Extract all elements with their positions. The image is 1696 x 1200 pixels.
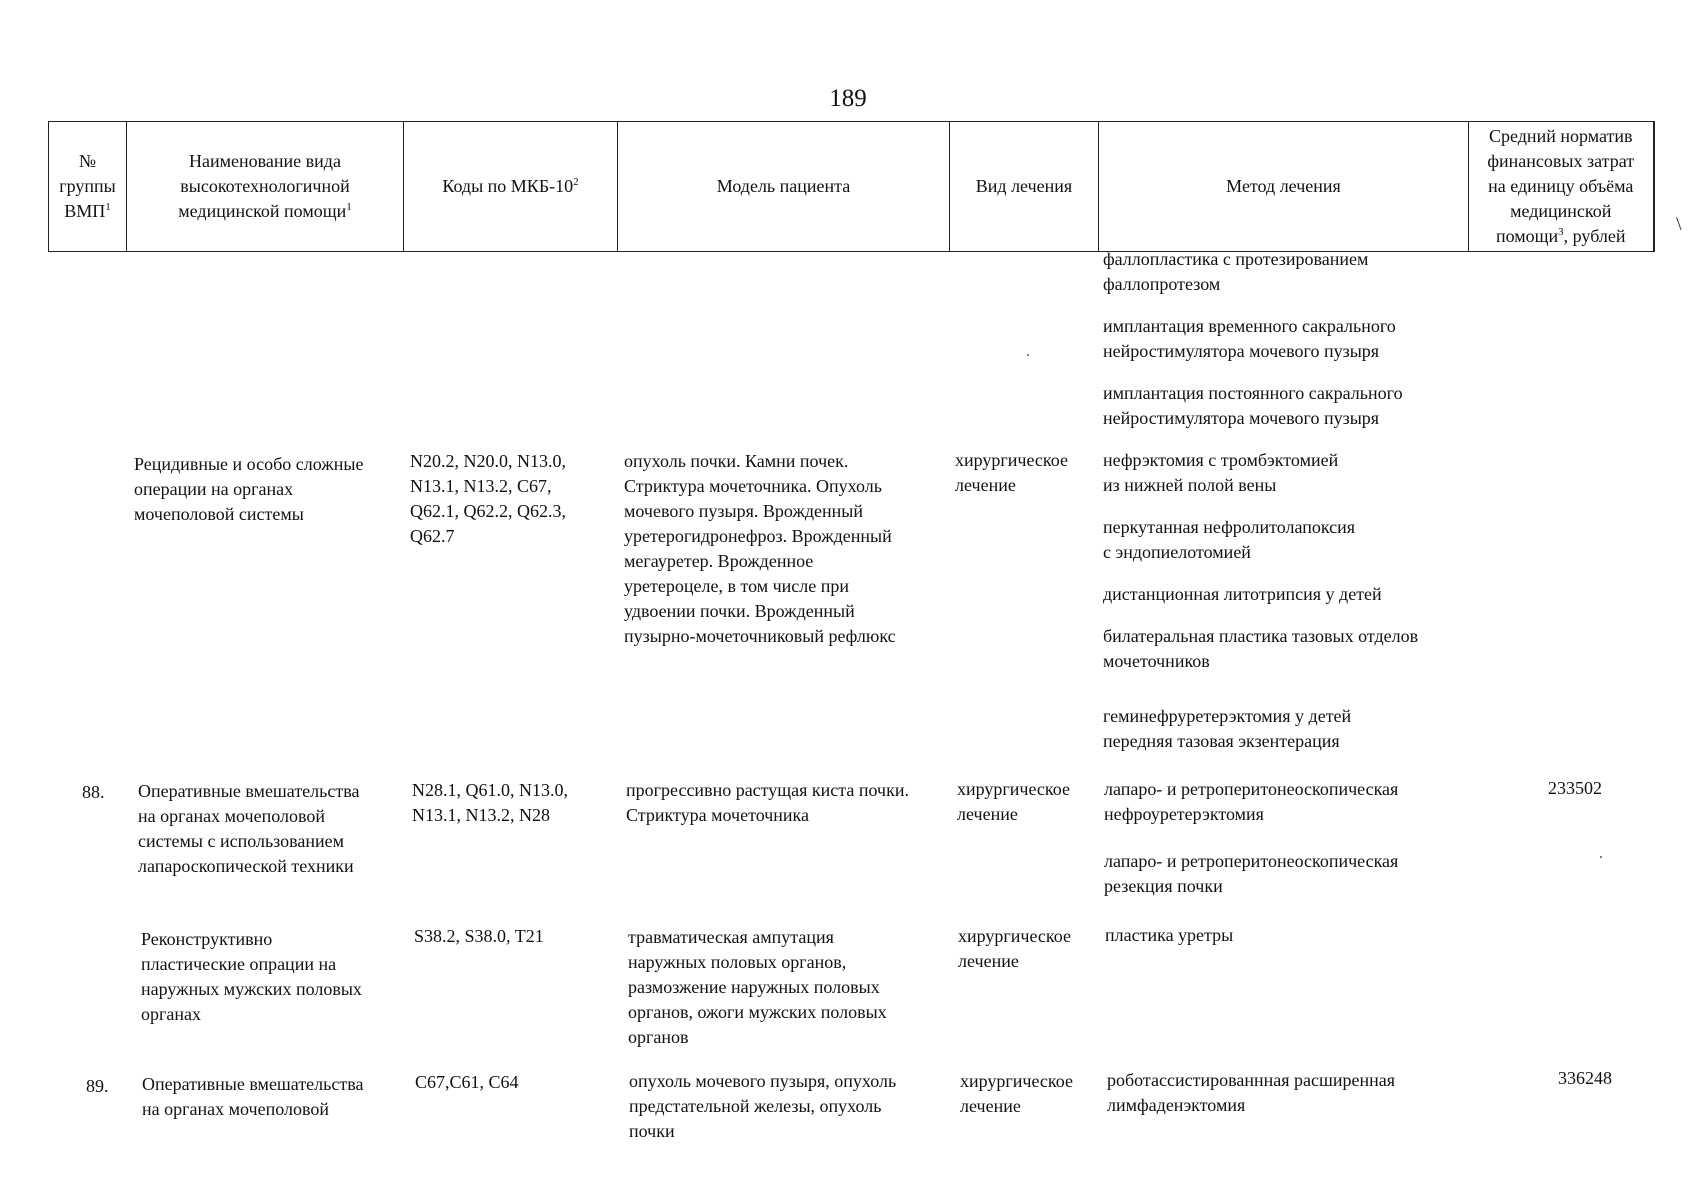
method-item: перкутанная нефролитолапоксия с эндопиелотомией — [1103, 517, 1356, 562]
edge-mark: \ — [1676, 213, 1682, 235]
treatment-type: хирургическое лечение — [957, 779, 1070, 824]
care-type-name: Реконструктивно пластические опрации на наружных мужских половых органах — [141, 929, 362, 1024]
method-item: нефрэктомия с тромбэктомией из нижней полой вены — [1103, 450, 1339, 495]
header-icd-codes: Коды по МКБ-$10^2$ — [404, 122, 618, 252]
treatment-methods — [1105, 923, 1485, 948]
header-group-number: № группы ВМП$^1$ — [49, 122, 127, 252]
method-item: пластика уретры — [1105, 925, 1234, 945]
icd-codes: C67,C61, C64 — [415, 1072, 519, 1092]
treatment-methods — [1103, 448, 1483, 754]
care-type-name: Оперативные вмешательства на органах мочеполовой — [142, 1074, 364, 1119]
icd-codes: S38.2, S38.0, T21 — [414, 926, 544, 946]
header-average-cost: Средний норматив финансовых затрат на единицу объёма медицинской помощи$^3$, рублей — [1469, 122, 1654, 252]
treatment-type: хирургическое лечение — [960, 1071, 1073, 1116]
method-item: имплантация постоянного сакрального нейростимулятора мочевого пузыря — [1103, 383, 1403, 428]
method-item: лапаро- и ретроперитонеоскопическая нефроуретерэктомия — [1104, 779, 1399, 824]
scan-speck — [1027, 354, 1029, 356]
average-cost: 233502 — [1548, 778, 1602, 798]
care-type-name: Рецидивные и особо сложные операции на органах мочеполовой системы — [134, 454, 364, 524]
icd-codes: N28.1, Q61.0, N13.0, N13.1, N13.2, N28 — [412, 780, 568, 825]
header-treatment-method: Метод лечения — [1099, 122, 1469, 252]
method-item: лапаро- и ретроперитонеоскопическая резекция почки — [1104, 851, 1399, 896]
average-cost: 336248 — [1558, 1068, 1612, 1088]
patient-model: прогрессивно растущая киста почки. Стриктура мочеточника — [626, 780, 909, 825]
method-item: имплантация временного сакрального нейростимулятора мочевого пузыря — [1103, 316, 1396, 361]
group-number: 89. — [86, 1076, 109, 1096]
method-item: дистанционная литотрипсия у детей — [1103, 584, 1382, 604]
header-care-type: Наименование вида высокотехнологичной медицинской помощи$^1$ — [127, 122, 404, 252]
patient-model: опухоль почки. Камни почек. Стриктура мочеточника. Опухоль мочевого пузыря. Врожденный уретерогидронефроз. Врожденный мегауретер. Врожденное уретероцеле, в том числе при удвоении почки. Врожденный пузырно-мочеточниковый рефлюкс — [624, 451, 896, 646]
table-header — [48, 121, 1655, 252]
scan-speck — [1600, 856, 1602, 858]
treatment-type: хирургическое лечение — [958, 926, 1071, 971]
patient-model: опухоль мочевого пузыря, опухоль предстательной железы, опухоль почки — [629, 1071, 897, 1141]
icd-codes: N20.2, N20.0, N13.0, N13.1, N13.2, C67, Q62.1, Q62.2, Q62.3, Q62.7 — [410, 451, 566, 546]
patient-model: травматическая ампутация наружных половых органов, размозжение наружных половых органов, ожоги мужских половых органов — [628, 927, 887, 1047]
treatment-type: хирургическое лечение — [955, 450, 1068, 495]
treatment-methods — [1107, 1068, 1487, 1118]
method-item: роботассистированнная расширенная лимфаденэктомия — [1107, 1070, 1396, 1115]
group-number: 88. — [82, 782, 105, 802]
care-type-name: Оперативные вмешательства на органах мочеполовой системы с использованием лапароскопической техники — [138, 781, 360, 876]
header-treatment-type: Вид лечения — [950, 122, 1099, 252]
page-number: 189 — [829, 85, 867, 112]
treatment-methods — [1104, 777, 1484, 899]
continuation-methods — [1103, 247, 1483, 431]
header-patient-model: Модель пациента — [618, 122, 950, 252]
method-item: геминефруретерэктомия у детей передняя тазовая экзентерация — [1103, 706, 1352, 751]
method-item: билатеральная пластика тазовых отделов мочеточников — [1103, 626, 1419, 671]
method-item: фаллопластика с протезированием фаллопротезом — [1103, 249, 1369, 294]
